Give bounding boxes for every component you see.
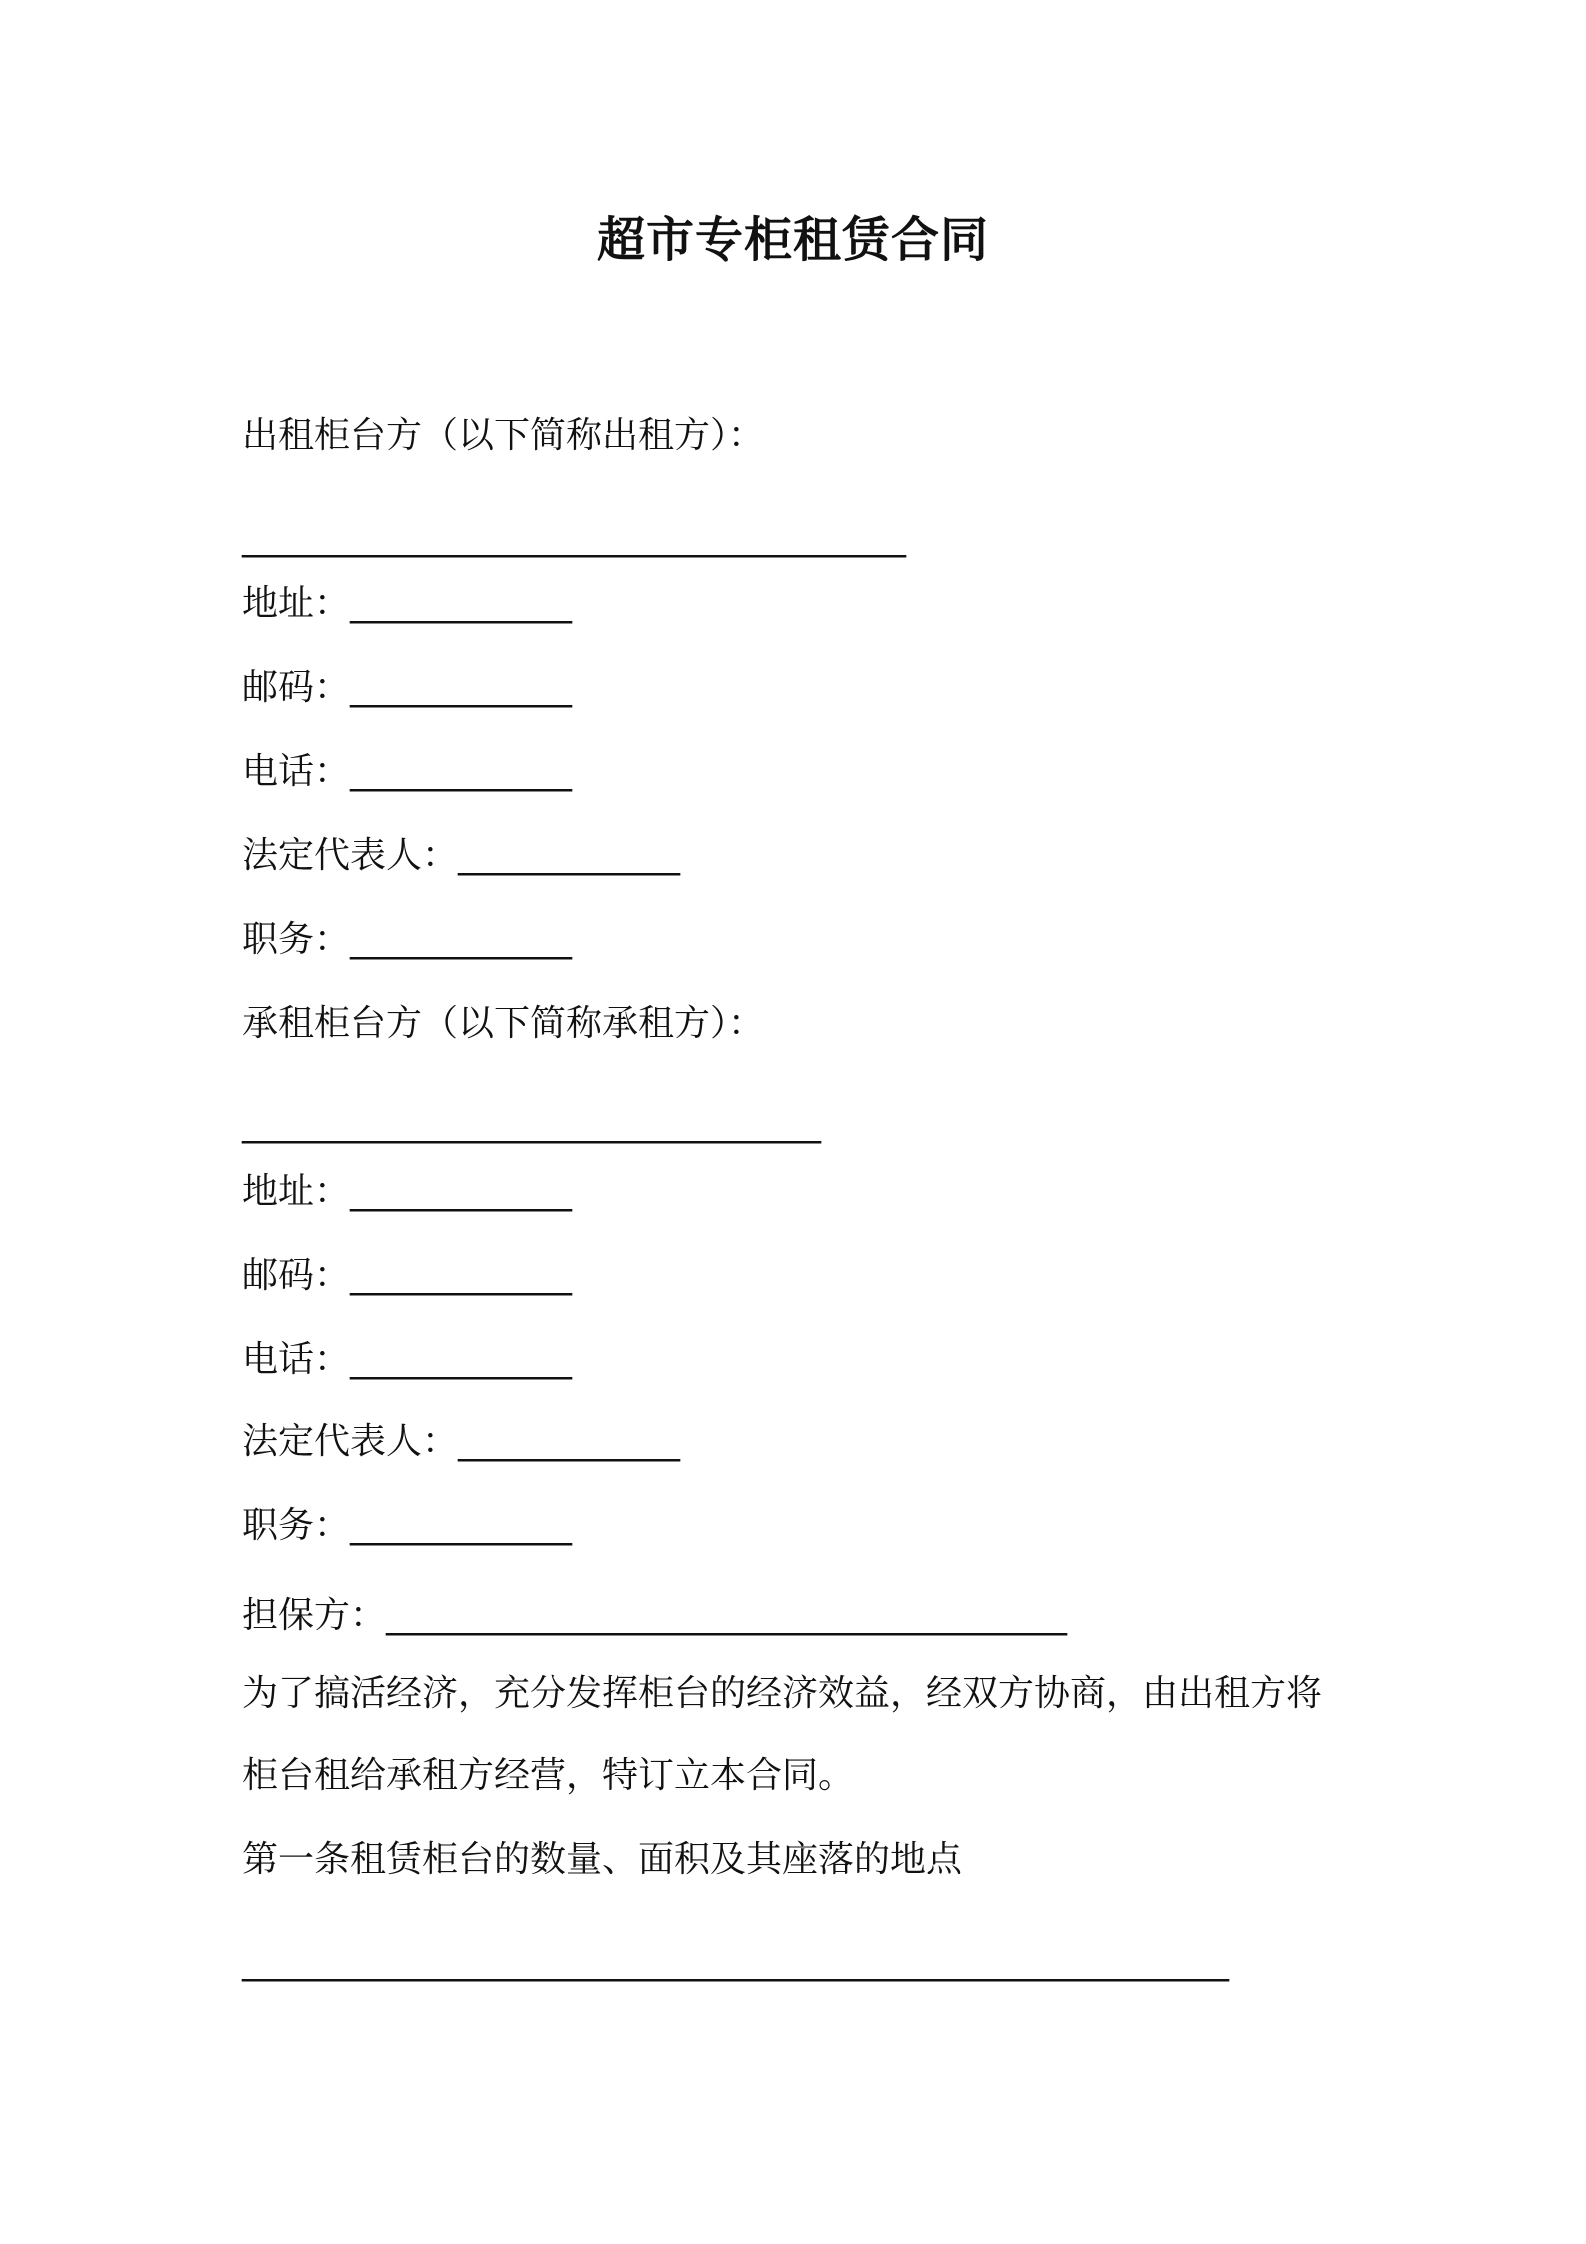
lessor-name-blank: _______________________________________ (242, 517, 905, 558)
field-blank: _____________ (350, 1505, 572, 1546)
field-blank: _____________ (350, 751, 572, 792)
guarantor-field (242, 1592, 1066, 1640)
field-label: 职务： (242, 1505, 351, 1546)
field-blank: _____________ (350, 1255, 572, 1296)
article-1-heading: 第一条租赁柜台的数量、面积及其座落的地点 (242, 1839, 963, 1880)
field-label: 法定代表人： (242, 835, 459, 876)
lessor-postcode-field (242, 664, 571, 712)
field-label: 地址： (242, 1171, 351, 1212)
lessor-address-field (242, 580, 571, 628)
lessor-phone-field (242, 748, 571, 796)
lessee-address-field (242, 1168, 571, 1216)
preamble-line-2: 柜台租给承租方经营，特订立本合同。 (242, 1755, 855, 1796)
field-blank: _____________ (350, 583, 572, 624)
field-blank: _____________ (458, 835, 680, 876)
lessee-legal-rep-field (242, 1418, 679, 1466)
lessee-postcode-field (242, 1252, 571, 1300)
field-label: 地址： (242, 583, 351, 624)
preamble-line-1: 为了搞活经济，充分发挥柜台的经济效益，经双方协商，由出租方将 (242, 1673, 1323, 1714)
field-label: 邮码： (242, 1255, 351, 1296)
lessor-position-field (242, 916, 571, 964)
field-blank: _____________ (458, 1421, 680, 1462)
field-blank: _____________ (350, 1171, 572, 1212)
field-label: 法定代表人： (242, 1421, 459, 1462)
lessor-heading: 出租柜台方（以下简称出租方）： (242, 415, 765, 456)
lessor-legal-rep-field (242, 832, 679, 880)
lessee-name-blank: __________________________________ (242, 1103, 820, 1144)
document-title: 超市专柜租赁合同 (596, 212, 989, 268)
field-label: 担保方： (242, 1595, 387, 1636)
field-blank: _____________ (350, 1339, 572, 1380)
lessee-position-field (242, 1502, 571, 1550)
field-label: 邮码： (242, 667, 351, 708)
field-label: 电话： (242, 1339, 351, 1380)
lessee-heading: 承租柜台方（以下简称承租方）： (242, 1003, 765, 1044)
field-blank: _____________ (350, 919, 572, 960)
field-blank: _____________ (350, 667, 572, 708)
article-1-blank: __________________________________________________________ (242, 1941, 1228, 1982)
lessee-phone-field (242, 1336, 571, 1384)
field-label: 职务： (242, 919, 351, 960)
field-blank: ________________________________________ (386, 1595, 1067, 1636)
field-label: 电话： (242, 751, 351, 792)
